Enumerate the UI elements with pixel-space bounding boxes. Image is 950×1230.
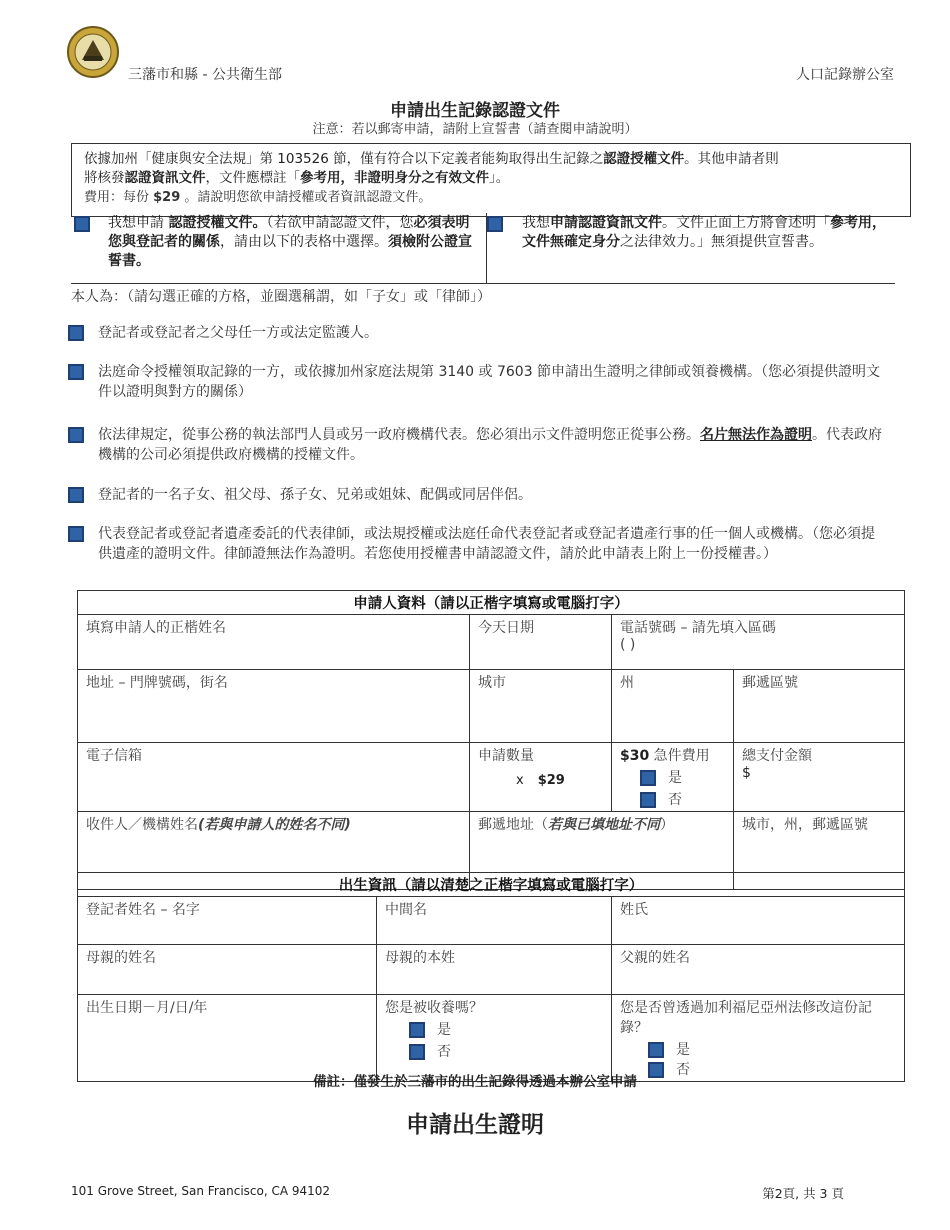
relationship-option-family — [68, 485, 883, 505]
notice-text: 依據加州「健康與安全法規」第 103526 節，僅有符合以下定義者能夠取得出生記錄之 — [84, 151, 604, 167]
field-label: 今天日期 — [478, 620, 534, 636]
adopted-yes-checkbox[interactable] — [409, 1022, 425, 1038]
rush-fee-amount: $30 — [620, 748, 650, 764]
total-field[interactable] — [734, 743, 905, 812]
notice-text: 」。 — [489, 170, 510, 186]
informational-copy-checkbox[interactable] — [487, 216, 503, 232]
field-label: 父親的姓名 — [620, 950, 690, 966]
field-label: 您是被收養嗎？ — [385, 1000, 483, 1016]
divider — [71, 283, 895, 284]
notice-bold: 參考用，非證明身分之有效文件 — [300, 170, 489, 186]
notice-text: ，文件應標註「 — [205, 170, 300, 186]
business-card-note: 名片無法作為證明 — [700, 427, 812, 443]
notice-text: 將核發 — [84, 170, 125, 186]
relationship-checkbox-registrant[interactable] — [68, 325, 84, 341]
relationship-option-registrant — [68, 323, 883, 343]
relationship-checkbox-court-order[interactable] — [68, 364, 84, 380]
phone-field[interactable] — [612, 615, 905, 670]
eligibility-notice — [71, 143, 911, 217]
field-label: 申請數量 — [478, 748, 534, 764]
state-field[interactable] — [612, 670, 734, 743]
field-label-note: 若與已填地址不同 — [548, 817, 660, 833]
option-text: 代表登記者或登記者遺產委託的代表律師，或法規授權或法庭任命代表登記者或登記者遺產行事的任一個人或機構。（您必須提供遺產的證明文件。律師證無法作為證明。若您使用授權書申請認證文件，請於此申請表上附上一份授權書。） — [98, 526, 875, 562]
fee-line — [84, 190, 431, 205]
bottom-title: 申請出生證明 — [406, 1112, 544, 1138]
choice-bold: 參考用，文件無確定身分 — [522, 215, 886, 250]
choice-text: 。文件正面上方將會述明「 — [662, 215, 830, 231]
field-label: 郵遞區號 — [742, 675, 798, 691]
office-name: 人口記錄辦公室 — [796, 67, 894, 83]
choice-text: 我想申請 — [108, 215, 169, 231]
applicant-info-table — [77, 590, 905, 890]
applicant-name-field[interactable] — [78, 615, 470, 670]
mother-name-field[interactable] — [78, 945, 377, 995]
option-text: 法庭命令授權領取記錄的一方，或依據加州家庭法規第 3140 或 7603 節申請出生證明之律師或領養機構。（您必須提供證明文件以證明與對方的關係） — [98, 364, 881, 400]
adopted-field — [377, 995, 612, 1082]
date-field[interactable] — [470, 615, 612, 670]
option-text-part: 。代表政府機構的公司必須提供政府機構的授權文件。 — [98, 427, 882, 463]
relationship-option-law-enforcement — [68, 425, 883, 465]
field-label-note: (若與申請人的姓名不同) — [198, 817, 351, 833]
area-code-parens: ( ) — [620, 637, 636, 653]
relationship-instruction: 本人為：（請勾選正確的方格，並圈選稱謂，如「子女」或「律師」） — [71, 289, 491, 305]
no-label: 否 — [668, 792, 682, 808]
relationship-checkbox-attorney[interactable] — [68, 526, 84, 542]
notice-bold: 認證授權文件 — [603, 151, 685, 167]
dollar-sign: $ — [742, 765, 751, 781]
option-text: 登記者或登記者之父母任一方或法定監護人。 — [98, 325, 378, 341]
option-text-part: 依法律規定，從事公務的執法部門人員或另一政府機構代表。您必須出示文件證明您正從事公務。 — [98, 427, 700, 443]
field-label: 登記者姓名 – 名字 — [86, 902, 200, 918]
informational-copy-label — [522, 214, 892, 252]
footer-address: 101 Grove Street, San Francisco, CA 94102 — [71, 1184, 331, 1198]
middle-name-field[interactable] — [377, 897, 612, 945]
birth-heading: 出生資訊（請以清楚之正楷字填寫或電腦打字） — [78, 873, 905, 897]
registrant-first-name-field[interactable] — [78, 897, 377, 945]
city-seal-icon — [62, 26, 124, 78]
field-label: ） — [660, 817, 674, 833]
notice-bold: 認證資訊文件 — [124, 170, 206, 186]
footnote: 備註：僅發生於三藩市的出生記錄得透過本辦公室申請 — [313, 1074, 637, 1090]
rush-fee-field — [612, 743, 734, 812]
page-number: 第2頁, 共 3 頁 — [762, 1186, 844, 1201]
birth-info-table — [77, 872, 905, 1082]
choice-text: 之法律效力。」無須提供宣誓書。 — [620, 234, 823, 250]
option-text: 登記者的一名子女、祖父母、孫子女、兄弟或姐妹、配偶或同居伴侶。 — [98, 487, 532, 503]
department-name: 三藩市和縣 - 公共衛生部 — [128, 67, 282, 83]
field-label: 電話號碼 – 請先填入區碼 — [620, 620, 776, 636]
relationship-checkbox-family[interactable] — [68, 487, 84, 503]
adopted-no-checkbox[interactable] — [409, 1044, 425, 1060]
choice-text: ，請由以下的表格中選擇。 — [220, 234, 388, 250]
unit-price: $29 — [537, 773, 565, 788]
yes-label: 是 — [668, 770, 682, 786]
choice-bold: 須檢附公證宣誓書。 — [108, 234, 472, 269]
relationship-option-attorney — [68, 524, 883, 564]
address-field[interactable] — [78, 670, 470, 743]
choice-bold: 認證授權文件。 — [168, 215, 267, 231]
email-field[interactable] — [78, 743, 470, 812]
form-title: 申請出生記錄認證文件 — [390, 101, 560, 121]
field-label: 中間名 — [385, 902, 427, 918]
choice-bold: 必須表明您與登記者的關係 — [108, 215, 470, 250]
quantity-field[interactable] — [470, 743, 612, 812]
city-field[interactable] — [470, 670, 612, 743]
field-label: 急件費用 — [649, 748, 710, 764]
choice-text: （若欲申請認證文件，您 — [266, 215, 414, 231]
option-text — [98, 425, 883, 465]
yes-label: 是 — [437, 1022, 451, 1038]
relationship-checkbox-law-enforcement[interactable] — [68, 427, 84, 443]
father-name-field[interactable] — [612, 945, 905, 995]
choice-bold: 申請認證資訊文件 — [550, 215, 662, 231]
field-label: 收件人／機構姓名 — [86, 817, 198, 833]
field-label: 出生日期－月/日/年 — [86, 1000, 208, 1016]
fee-amount: $29 — [153, 190, 181, 205]
mother-maiden-name-field[interactable] — [377, 945, 612, 995]
field-label: 母親的本姓 — [385, 950, 455, 966]
applicant-heading: 申請人資料（請以正楷字填寫或電腦打字） — [78, 591, 905, 615]
fee-text: 費用：每份 — [84, 190, 154, 205]
field-label: 母親的姓名 — [86, 950, 156, 966]
field-label: 城市，州，郵遞區號 — [742, 817, 868, 833]
choice-text: 我想 — [522, 215, 550, 231]
field-label: 姓氏 — [620, 902, 648, 918]
multiply-sign: x — [516, 773, 524, 788]
zip-field[interactable] — [734, 670, 905, 743]
rush-no-checkbox[interactable] — [640, 792, 656, 808]
field-label: 您是否曾透過加利福尼亞州法修改這份記錄？ — [620, 1000, 872, 1036]
no-label: 否 — [437, 1044, 451, 1060]
fee-text: 。請說明您欲申請授權或者資訊認證文件。 — [180, 190, 432, 205]
authorized-copy-label — [108, 214, 480, 271]
field-label: 填寫申請人的正楷姓名 — [86, 620, 226, 636]
yes-label: 是 — [676, 1042, 690, 1058]
amended-yes-checkbox[interactable] — [648, 1042, 664, 1058]
field-label: 郵遞地址（ — [478, 817, 548, 833]
amended-field — [612, 995, 905, 1082]
field-label: 總支付金額 — [742, 748, 812, 764]
last-name-field[interactable] — [612, 897, 905, 945]
date-of-birth-field[interactable] — [78, 995, 377, 1082]
form-subtitle: 注意：若以郵寄申請，請附上宣誓書（請查閱申請說明） — [312, 122, 638, 137]
authorized-copy-checkbox[interactable] — [74, 216, 90, 232]
rush-yes-checkbox[interactable] — [640, 770, 656, 786]
notice-text: 。其他申請者則 — [684, 151, 779, 167]
relationship-option-court-order — [68, 362, 883, 402]
field-label: 地址 – 門牌號碼，街名 — [86, 675, 228, 691]
field-label: 城市 — [478, 675, 506, 691]
field-label: 電子信箱 — [86, 748, 142, 764]
field-label: 州 — [620, 675, 634, 691]
no-label: 否 — [676, 1062, 690, 1078]
